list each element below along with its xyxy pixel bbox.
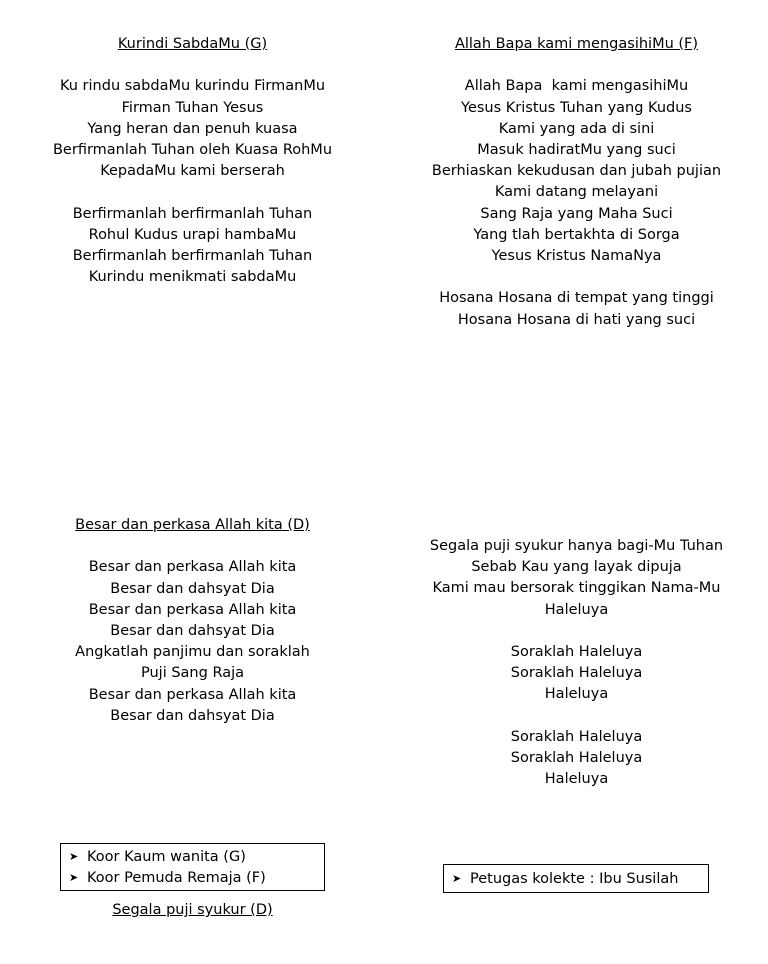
- lyric-line: Haleluya: [544, 771, 609, 788]
- choir-item-label: Koor Pemuda Remaja (F): [87, 869, 266, 886]
- song-title: Besar dan perkasa Allah kita (D): [75, 517, 310, 533]
- lyric-line: Berfirmanlah Tuhan oleh Kuasa RohMu: [52, 142, 333, 158]
- list-item: [61, 867, 324, 888]
- lyric-line: Puji Sang Raja: [141, 665, 244, 682]
- lyric-line: Sebab Kau yang layak dipuja: [471, 559, 682, 576]
- lyric-line: Rohul Kudus urapi hambaMu: [88, 226, 297, 243]
- lyric-line: Kami mau bersorak tinggikan Nama-Mu: [432, 580, 721, 597]
- lyric-line: Angkatlah panjimu dan soraklah: [75, 644, 310, 661]
- choir-item-label: Koor Kaum wanita (G): [87, 848, 246, 865]
- lyric-line: Haleluya: [544, 601, 609, 618]
- lyric-line: Yang heran dan penuh kuasa: [87, 120, 298, 137]
- lyric-line: Berhiaskan kekudusan dan jubah pujian: [431, 163, 722, 180]
- lyric-line: Soraklah Haleluya: [510, 728, 643, 745]
- lyric-line: Soraklah Haleluya: [510, 750, 643, 766]
- lyric-line: Kami yang ada di sini: [498, 120, 655, 137]
- arrow-bullet-icon: ➤: [69, 850, 79, 863]
- lyric-line: KepadaMu kami berserah: [100, 163, 285, 180]
- lyric-line: Yesus Kristus NamaNya: [491, 248, 662, 265]
- choir-list-box: [60, 843, 325, 891]
- lyric-line: Berfirmanlah berfirmanlah Tuhan: [72, 248, 313, 264]
- list-item: [61, 846, 324, 867]
- lyric-line: Hosana Hosana di hati yang suci: [457, 311, 696, 328]
- lyric-line: Sang Raja yang Maha Suci: [480, 205, 673, 222]
- lyric-line: Firman Tuhan Yesus: [121, 99, 264, 116]
- collector-label: Petugas kolekte : Ibu Susilah: [470, 870, 679, 887]
- lyric-line: Besar dan perkasa Allah kita: [88, 686, 297, 703]
- list-item: [444, 865, 708, 892]
- lyric-line: Besar dan dahsyat Dia: [110, 707, 275, 724]
- lyric-line: Besar dan perkasa Allah kita: [88, 559, 297, 576]
- lyric-line: Masuk hadiratMu yang suci: [477, 142, 676, 158]
- lyric-line: Allah Bapa kami mengasihiMu: [464, 78, 689, 95]
- lyric-line: Berfirmanlah berfirmanlah Tuhan: [72, 205, 313, 222]
- arrow-bullet-icon: ➤: [69, 871, 79, 884]
- song-segala-puji-syukur: [418, 536, 735, 790]
- lyric-line: Ku rindu sabdaMu kurindu FirmanMu: [59, 78, 326, 95]
- lyric-line: Segala puji syukur hanya bagi-Mu Tuhan: [429, 538, 724, 554]
- song-title: Allah Bapa kami mengasihiMu (F): [454, 36, 699, 52]
- song-allah-bapa: [418, 34, 735, 331]
- song-besar-dan-perkasa: [40, 515, 345, 727]
- song-title: Kurindi SabdaMu (G): [117, 36, 268, 52]
- lyric-line: Besar dan dahsyat Dia: [110, 580, 275, 597]
- arrow-bullet-icon: ➤: [452, 872, 462, 885]
- lyric-line: Besar dan dahsyat Dia: [110, 623, 275, 639]
- lyric-line: Soraklah Haleluya: [510, 665, 643, 682]
- lyric-line: Besar dan perkasa Allah kita: [88, 601, 297, 618]
- lyric-line: Kurindu menikmati sabdaMu: [88, 269, 297, 286]
- lyric-line: Yang tlah bertakhta di Sorga: [473, 226, 680, 243]
- collector-box: [443, 864, 709, 893]
- lyric-line: Haleluya: [544, 686, 609, 703]
- lyric-line: Kami datang melayani: [494, 184, 659, 201]
- lyric-line: Soraklah Haleluya: [510, 644, 643, 660]
- closing-song-title: Segala puji syukur (D): [112, 902, 273, 918]
- song-kurindi-sabdamu: [40, 34, 345, 288]
- lyric-line: Hosana Hosana di tempat yang tinggi: [439, 290, 714, 307]
- lyric-line: Yesus Kristus Tuhan yang Kudus: [461, 99, 692, 116]
